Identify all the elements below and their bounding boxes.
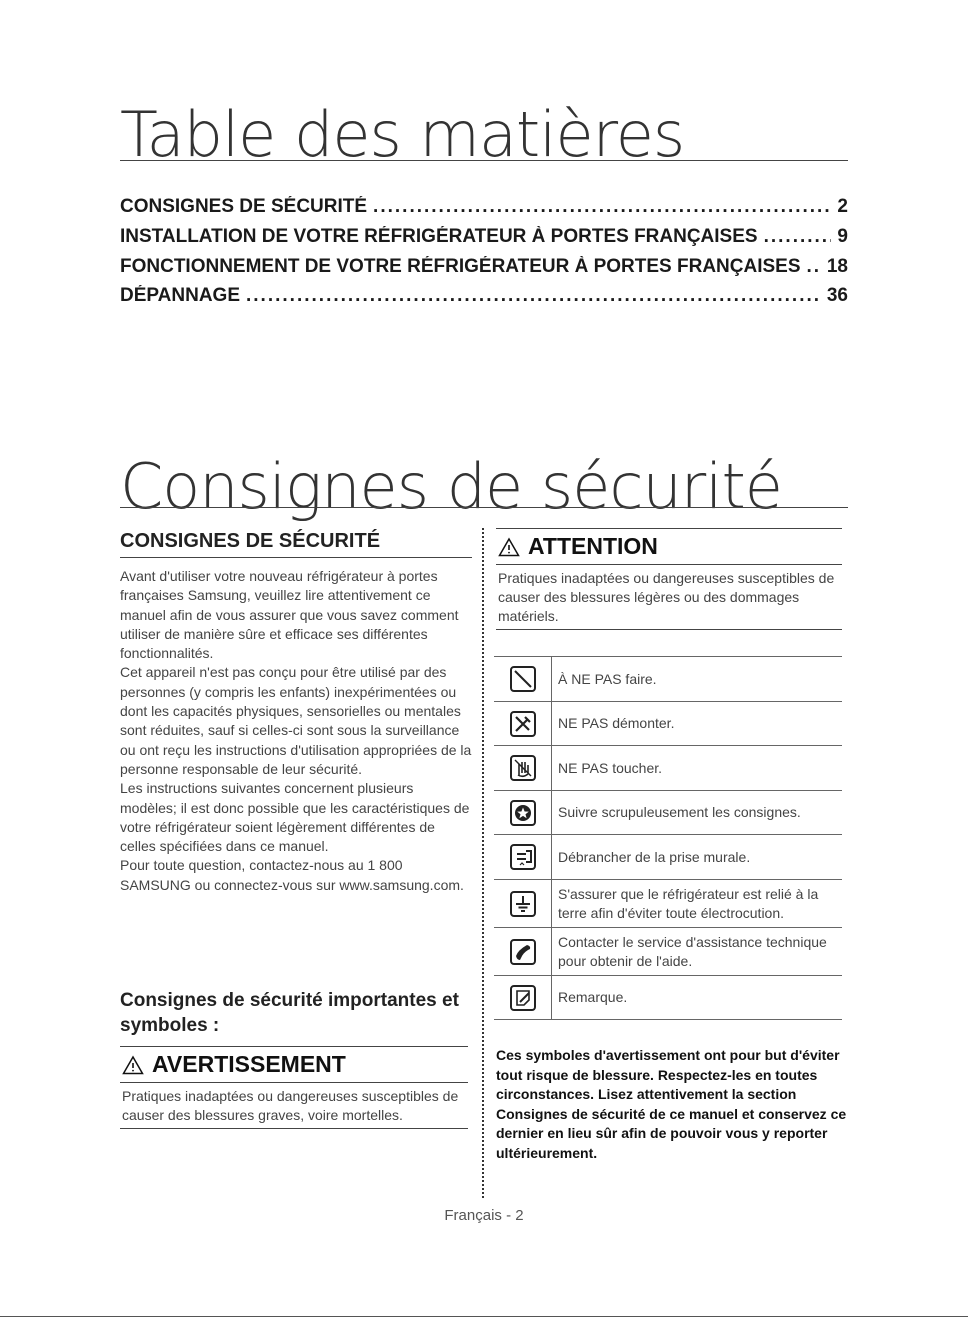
toc-entry[interactable] (120, 256, 848, 278)
symbol-description: À NE PAS faire. (552, 657, 843, 702)
symbol-description: NE PAS toucher. (552, 746, 843, 791)
caution-title-row (496, 529, 842, 565)
symbol-description: S'assurer que le réfrigérateur est relié à la terre afin d'éviter toute électrocution. (552, 880, 843, 928)
symbol-icon-cell (494, 928, 552, 976)
symbol-row (494, 746, 842, 791)
symbol-row (494, 791, 842, 835)
intro-paragraph: Les instructions suivantes concernent plusieurs modèles; il est donc possible que les caractéristiques de votre réfrigérateur soient légèrement différentes de celles spécifiées dans ce manuel. (120, 780, 470, 855)
follow-instructions-icon (509, 799, 537, 827)
symbols-heading: Consignes de sécurité importantes et symboles : (120, 990, 459, 1036)
toc-entry-label: FONCTIONNEMENT DE VOTRE RÉFRIGÉRATEUR À PORTES FRANÇAISES (120, 256, 801, 277)
symbol-description: Remarque. (552, 976, 843, 1020)
no-touch-icon (509, 754, 537, 782)
unplug-icon (509, 843, 537, 871)
symbol-icon-cell (494, 976, 552, 1020)
symbol-icon-cell (494, 880, 552, 928)
symbol-icon-cell (494, 657, 552, 702)
toc-title: Table des matières (120, 98, 685, 171)
symbol-row (494, 835, 842, 880)
toc-leader-dots (373, 196, 831, 218)
warning-title: AVERTISSEMENT (152, 1051, 346, 1077)
warning-triangle-icon (122, 1055, 144, 1075)
warning-box (120, 1046, 468, 1129)
symbol-row (494, 928, 842, 976)
symbol-row (494, 702, 842, 746)
toc-leader-dots (807, 256, 821, 278)
symbol-description: Suivre scrupuleusement les consignes. (552, 791, 843, 835)
intro-paragraph: Avant d'utiliser votre nouveau réfrigérateur à portes françaises Samsung, veuillez lire attentivement ce manuel afin de vous assurer que vous savez comment utiliser de manière sûre et efficace ses différentes fonctionnalités. (120, 568, 459, 662)
toc-entry-page: 36 (826, 285, 848, 306)
bottom-rule (0, 1316, 968, 1317)
symbol-icon-cell (494, 702, 552, 746)
toc-leader-dots (764, 226, 832, 248)
symbol-description: Contacter le service d'assistance technique pour obtenir de l'aide. (552, 928, 843, 976)
symbol-row (494, 657, 842, 702)
toc-entry[interactable] (120, 196, 848, 218)
toc-entry-page: 9 (837, 226, 848, 247)
caution-title: ATTENTION (528, 533, 658, 559)
left-column (120, 530, 472, 895)
warning-title-row (120, 1047, 468, 1083)
caution-box (496, 528, 842, 630)
toc-title-rule (120, 160, 848, 161)
toc-leader-dots (246, 285, 821, 307)
phone-icon (509, 938, 537, 966)
toc-entry[interactable] (120, 226, 848, 248)
column-divider (482, 528, 484, 1198)
toc-entry-label: DÉPANNAGE (120, 285, 240, 306)
toc-entry-page: 2 (837, 196, 848, 217)
warning-text: Pratiques inadaptées ou dangereuses susceptibles de causer des blessures graves, voire mortelles. (122, 1088, 459, 1123)
warning-triangle-icon (498, 537, 520, 557)
symbol-description: NE PAS démonter. (552, 702, 843, 746)
toc-entry-label: INSTALLATION DE VOTRE RÉFRIGÉRATEUR À PORTES FRANÇAISES (120, 226, 758, 247)
ground-icon (509, 890, 537, 918)
symbol-row (494, 880, 842, 928)
symbol-description: Débrancher de la prise murale. (552, 835, 843, 880)
toc-entry[interactable] (120, 285, 848, 307)
note-icon (509, 984, 537, 1012)
symbol-row (494, 976, 842, 1020)
intro-paragraph: Pour toute question, contactez-nous au 1 800 SAMSUNG ou connectez-vous sur www.samsung.com. (120, 857, 464, 893)
toc-entry-label: CONSIGNES DE SÉCURITÉ (120, 196, 368, 217)
symbol-icon-cell (494, 835, 552, 880)
page-footer: Français - 2 (444, 1207, 524, 1224)
toc-entry-page: 18 (826, 256, 848, 277)
intro-paragraph: Cet appareil n'est pas conçu pour être utilisé par des personnes (y compris les enfants) inexpérimentées ou dont les capacités physiques, sensorielles ou mentales sont réduites, sauf si celles-ci sont sous la surveillance ou ont reçu les instructions d'utilisation appropriées de la personne responsable de leur sécurité. (120, 664, 472, 777)
caution-text: Pratiques inadaptées ou dangereuses susceptibles de causer des blessures légères ou des dommages matériels. (498, 570, 835, 624)
chapter-title-rule (120, 507, 848, 508)
symbol-icon-cell (494, 791, 552, 835)
no-disassembly-icon (509, 710, 537, 738)
closing-note: Ces symboles d'avertissement ont pour but d'éviter tout risque de blessure. Respectez-les en toutes circonstances. Lisez attentivement la section Consignes de sécurité de ce manuel et conservez ce dernier en lieu sûr afin de pouvoir vous y reporter ultérieurement. (496, 1047, 847, 1161)
prohibited-icon (509, 665, 537, 693)
symbol-icon-cell (494, 746, 552, 791)
chapter-title: Consignes de sécurité (120, 450, 782, 523)
section-heading: CONSIGNES DE SÉCURITÉ (120, 530, 472, 558)
symbols-table (494, 656, 842, 1020)
